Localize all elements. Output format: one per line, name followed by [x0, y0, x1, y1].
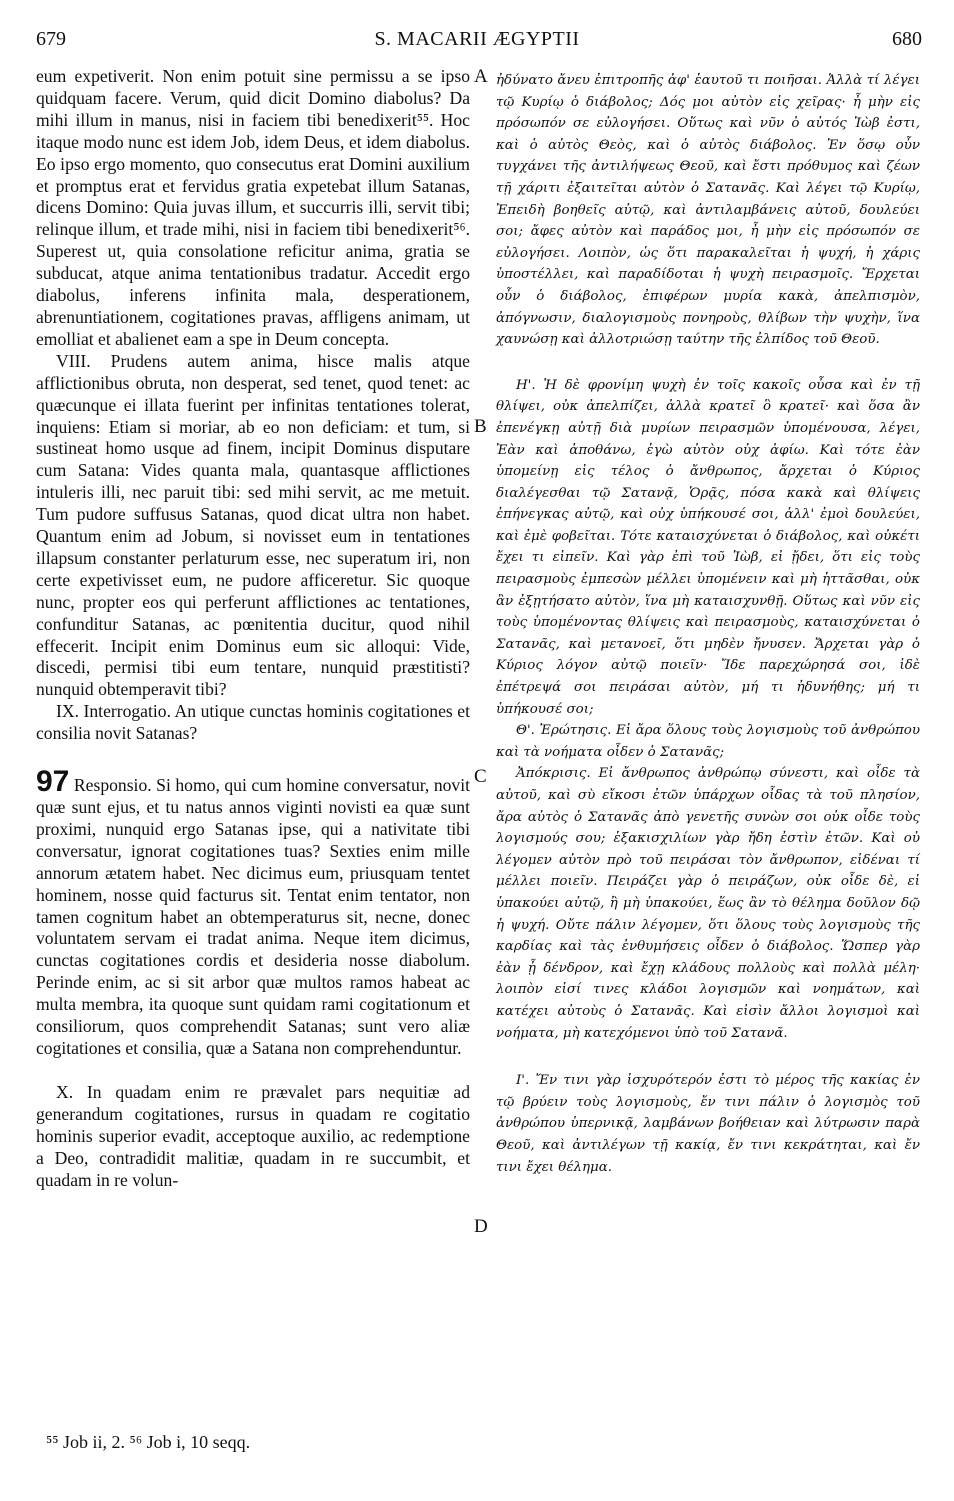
greek-paragraph-3: Θ'. Ἐρώτησις. Εἰ ἄρα ὅλους τοὺς λογισμοὺς τοῦ ἀνθρώπου καὶ τὰ νοήματα οἶδεν ὁ Σατανᾶς;: [496, 723, 920, 760]
section-marker-c: C: [474, 766, 487, 787]
latin-paragraph-4-text: Responsio. Si homo, qui cum homine conversatur, novit quæ sunt ejus, et tu natus annos viginti novisti ea quæ sunt proximi, nunquid ergo Satanas ipse, qui a nativitate tibi conversatur, ignorat cogitationes tuas? Sexties enim mille annorum ætatem habet. Nec dicimus eum, priusquam tentet hominem, nosse quid facturus sit. Tentat enim tentator, non tamen cognitum habet an obtemperaturus sit, necne, donec voluntatem servam ei tradat anima. Neque item dicimus, cunctas cogitationes cordis et desideria nosse diabolum. Perinde enim, ac si sit arbor quæ multos ramos habeat ac multa membra, ita quoque sunt quidam rami cogitationum et consiliorum, quos comprehendit Satanas; sunt vero aliæ cogitationes et consilia, quæ a Satana non comprehenduntur.: [36, 775, 470, 1058]
footnotes: ⁵⁵ Job ii, 2. ⁵⁶ Job i, 10 seqq.: [46, 1432, 251, 1452]
page-number-left: 679: [36, 28, 66, 50]
latin-paragraph-2: VIII. Prudens autem anima, hisce malis atque afflictionibus obruta, non desperat, sed tenet, quod tenet: ac quæcunque ei illata fuerint per infinitas tentationes tolerat, inquiens: Etiam si moriar, ab eo non deficiam: et tum, si sustineat homo usque ad finem, incipit Dominus disputare cum Satana: Vides quanta mala, quantasque afflictiones intuleris illi, nec paruit tibi: sed mihi servit, ac me metuit. Tum pudore suffusus Satanas, quod dicat ultra non habet. Quantum enim ad Jobum, si novisset eum in tentationes illapsum constanter perlaturum esse, nec superatum iri, non certe expetivisset eum, ne pudore afficeretur. Sic quoque nunc, propter eos qui perferunt afflictiones ac tentationes, confunditur Satanas, ac pœnitentia ducitur, quod nihil effecerit. Incipit enim Dominus eum sic alloqui: Vide, discedi, permisi tibi eum tentare, nunquid præstitisti? nunquid obtemperavit tibi?: [36, 350, 470, 700]
greek-paragraph-2: Η'. Ἡ δὲ φρονίμη ψυχὴ ἐν τοῖς κακοῖς οὖσα καὶ ἐν τῇ θλίψει, οὐκ ἀπελπίζει, ἀλλὰ κρατεῖ ὃ κρατεῖ· καὶ ὅσα ἂν ἐπενέγκῃ αὐτῇ διὰ μυρίων πειρασμῶν ὑπομένουσα, λέγει, Ἐὰν καὶ ἀποθάνω, ἐγὼ αὐτὸν οὐχ ἀφίω. Καὶ τότε ἐὰν ὑπομείνῃ εἰς τέλος ὁ ἄνθρωπος, ἄρχεται ὁ Κύριος διαλέγεσθαι τῷ Σατανᾷ, Ὁρᾷς, πόσα κακὰ καὶ θλίψεις ἐπήνεγκας αὐτῷ, καὶ οὐχ ὑπήκουσέ σοι, ἀλλ' ἐμοὶ δουλεύει, καὶ ἐμὲ φοβεῖται. Τότε καταισχύνεται ὁ διάβολος, καὶ οὐκέτι ἔχει τι εἰπεῖν. Καὶ γὰρ ἐπὶ τοῦ Ἰὼβ, εἰ ᾔδει, ὅτι εἰς τοὺς πειρασμοὺς ἐμπεσὼν μέλλει ὑπομένειν καὶ μὴ ἡττᾶσθαι, οὐκ ἂν ἐξῃτήσατο αὐτὸν, ἵνα μὴ καταισχυνθῇ. Οὕτως καὶ νῦν εἰς τοὺς ὑπομένοντας θλίψεις καὶ πειρασμοὺς, καταισχύνεται ὁ Σατανᾶς, καὶ μετανοεῖ, ὅτι μηδὲν ἤνυσεν. Ἄρχεται γὰρ ὁ Κύριος λόγον αὐτῷ ποιεῖν· Ἴδε παρεχώρησά σοι, ἰδὲ ἐπέτρεψά σοι πειράσαι αὐτὸν, μή τι ἠδυνήθης; μή τι ὑπήκουσέ σοι;: [496, 377, 920, 717]
latin-paragraph-1: eum expetiverit. Non enim potuit sine permissu a se ipso quidquam facere. Verum, quid dicit Domino diabolus? Da mihi illum in manus, nisi in faciem tibi benedixerit⁵⁵. Hoc itaque modo nunc est idem Job, idem Deus, et idem diabolus. Eo ipso ergo momento, quo consecutus erat Domini auxilium et promptus erat et fervidus gratia expetebat illum Satanas, dicens Domino: Quia juvas illum, et succurris illi, servit tibi; relinque illum, et trade mihi, nisi in faciem tibi benedixerit⁵⁶. Superest ut, quia consolatione reficitur anima, gratia se subducat, atque anima tentationibus tradatur. Accedit ergo diabolus, inferens infinita mala, desperationem, abrenuntiationem, cogitationes pravas, affligens animam, ut emolliat et abalienet eam a spe in Deum concepta.: [36, 66, 470, 349]
page-number-right: 680: [892, 28, 922, 50]
section-marker-d: D: [474, 1216, 488, 1237]
latin-paragraph-3: IX. Interrogatio. An utique cunctas hominis cogitationes et consilia novit Satanas?: [36, 701, 470, 744]
latin-paragraph-4: [36, 765, 470, 1060]
page-header: [0, 28, 954, 56]
section-marker-a: A: [474, 66, 488, 87]
greek-paragraph-1: ἠδύνατο ἄνευ ἐπιτροπῆς ἀφ' ἑαυτοῦ τι ποιῆσαι. Ἀλλὰ τί λέγει τῷ Κυρίῳ ὁ διάβολος; Δός μοι αὐτὸν εἰς χεῖρας· ἦ μὴν εἰς πρόσωπόν σε εὐλογήσει. Οὕτως καὶ νῦν ὁ αὐτός Ἰὼβ ἐστι, καὶ ὁ αὐτὸς Θεὸς, καὶ ὁ αὐτὸς διάβολος. Ἐν ὅσῳ οὖν τυγχάνει τῆς ἀντιλήψεως Θεοῦ, καὶ ἔστι πρόθυμος καὶ ζέων τῇ χάριτι ἐξαιτεῖται αὐτὸν ὁ Σατανᾶς. Καὶ λέγει τῷ Κυρίῳ, Ἐπειδὴ βοηθεῖς αὐτῷ, καὶ ἀντιλαμβάνεις αὐτοῦ, δουλεύει σοι; ἄφες αὐτὸν καὶ παράδος μοι, ἦ μὴν εἰς πρόσωπόν σε εὐλογήσει. Λοιπὸν, ὡς ὅτι παρακαλεῖται ἡ ψυχή, ἡ χάρις ὑποστέλλει, καὶ παραδίδοται ἡ ψυχὴ πειρασμοῖς. Ἔρχεται οὖν ὁ διάβολος, ἐπιφέρων μυρία κακὰ, ἀπελπισμὸν, ἀπόγνωσιν, διαλογισμοὺς πονηροὺς, θλίβων τὴν ψυχὴν, ἵνα χαυνώσῃ καὶ ἀλλοτριώσῃ ταύτην τῆς ἐλπίδος τοῦ Θεοῦ.: [496, 73, 920, 348]
latin-column: [36, 66, 470, 1191]
section-number: 97: [36, 765, 70, 799]
latin-paragraph-5: X. In quadam enim re prævalet pars nequitiæ ad generandum cogitationes, rursus in quadam re cogitatio hominis superior evadit, acceptoque auxilio, ac redemptione a Deo, contradidit malitiæ, quadam in re succumbit, et quadam in re volun-: [36, 1081, 470, 1190]
running-title: S. MACARII ÆGYPTII: [374, 28, 580, 50]
greek-column: [496, 70, 920, 1178]
greek-paragraph-5: Ι'. Ἔν τινι γὰρ ἰσχυρότερόν ἐστι τὸ μέρος τῆς κακίας ἐν τῷ βρύειν τοὺς λογισμοὺς, ἔν τινι πάλιν ὁ λογισμὸς τοῦ ἀνθρώπου ὑπερνικᾷ, λαμβάνων βοήθειαν καὶ λύτρωσιν παρὰ Θεοῦ, καὶ ἀντιλέγων τῇ κακίᾳ, ἔν τινι κεκράτηται, καὶ ἔν τινι ἔχει θέλημα.: [496, 1073, 920, 1175]
greek-paragraph-4: Ἀπόκρισις. Εἰ ἄνθρωπος ἀνθρώπῳ σύνεστι, καὶ οἶδε τὰ αὐτοῦ, καὶ σὺ εἴκοσι ἐτῶν ὑπάρχων οἶδας τὰ τοῦ πλησίον, ἄρα αὐτὸς ὁ Σατανᾶς ἀπὸ γενετῆς συνὼν σοι οὐκ οἶδε τοὺς λογισμούς σου; ἑξακισχιλίων γὰρ ἤδη ἐστὶν ἐτῶν. Καὶ οὐ λέγομεν αὐτὸν πρὸ τοῦ πειράσαι τὸν ἄνθρωπον, εἰδέναι τί μέλλει ποιεῖν. Πειράζει γὰρ ὁ πειράζων, οὐκ οἶδε δὲ, εἰ ὑπακούει αὐτῷ, ἢ μὴ ὑπακούει, ἕως ἂν τὸ θέλημα δοῦλον δῷ ἡ ψυχή. Οὔτε πάλιν λέγομεν, ὅτι ὅλους τοὺς λογισμοὺς τῆς καρδίας καὶ τὰς ἐνθυμήσεις οἶδεν ὁ διάβολος. Ὥσπερ γὰρ ἐὰν ᾖ δένδρον, καὶ ἔχῃ κλάδους πολλοὺς καὶ πολλὰ μέλη· λοιπὸν εἰσί τινες κλάδοι λογισμῶν καὶ νοημάτων, καὶ κατέχει αὐτοὺς ὁ Σατανᾶς. Καὶ εἰσὶν ἄλλοι λογισμοὶ καὶ νοήματα, μὴ κατεχόμενοι ὑπὸ τοῦ Σατανᾶ.: [496, 766, 920, 1041]
section-marker-b: B: [474, 416, 487, 437]
